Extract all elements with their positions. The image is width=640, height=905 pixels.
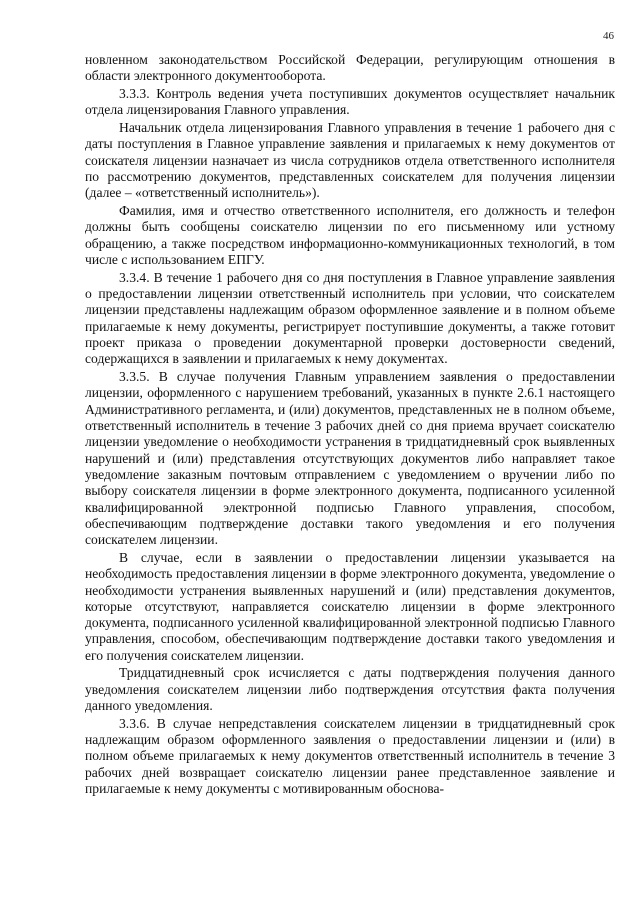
paragraph-executor-contacts: Фамилия, имя и отчество ответственного исполнителя, его должность и телефон должны быть сообщены соискателю лицензии по его письменному или устному обращению, а также посредством информационно-коммуникационных технологий, в том числе с использованием ЕПГУ.: [85, 203, 615, 268]
paragraph-3-3-6: 3.3.6. В случае непредставления соискателем лицензии в тридцатидневный срок надлежащим образом оформленного заявления о предоставлении лицензии и (или) в полном объеме прилагаемых к нему документов ответственный исполнитель в течение 3 рабочих дней возвращает соискателю лицензии ранее представленное заявление и прилагаемые к нему документы с мотивированным обоснова-: [85, 715, 615, 797]
paragraph-electronic-notice: В случае, если в заявлении о предоставлении лицензии указывается на необходимость предоставления лицензии в форме электронного документа, уведомление о необходимости устранения выявленных нарушений и (или) представления документов, которые отсутствуют, направляется соискателю лицензии в форме электронного документа, подписанного усиленной квалифицированной электронной подписью Главного управления, способом, обеспечивающим подтверждение доставки такого уведомления и его получения соискателем лицензии.: [85, 549, 615, 663]
paragraph-3-3-4: 3.3.4. В течение 1 рабочего дня со дня поступления в Главное управление заявления о предоставлении лицензии ответственный исполнитель при условии, что соискателем лицензии представлены надлежащим образом оформленное заявление и в полном объеме прилагаемые к нему документы, регистрирует поступившие документы, а также готовит проект приказа о проведении документарной проверки достоверности сведений, содержащихся в заявлении и прилагаемых к нему документах.: [85, 269, 615, 367]
paragraph-thirty-day-term: Тридцатидневный срок исчисляется с даты подтверждения получения данного уведомления соискателем лицензии либо подтверждения отсутствия факта получения данного уведомления.: [85, 665, 615, 714]
paragraph-continuation: новленном законодательством Российской Федерации, регулирующим отношения в области электронного документооборота.: [85, 52, 615, 84]
paragraph-3-3-5: 3.3.5. В случае получения Главным управлением заявления о предоставлении лицензии, оформленного с нарушением требований, указанных в пункте 2.6.1 настоящего Административного регламента, и (или) документов, представленных не в полном объеме, ответственный исполнитель в течение 3 рабочих дней со дня приема вручает соискателю лицензии уведомление о необходимости устранения в тридцатидневный срок выявленных нарушений и (или) представления отсутствующих документов либо направляет такое уведомление заказным почтовым отправлением с уведомлением о вручении либо по выбору соискателя лицензии в форме электронного документа, подписанного усиленной квалифицированной электронной подписью Главного управления, способом, обеспечивающим подтверждение доставки такого уведомления и его получения соискателем лицензии.: [85, 369, 615, 548]
paragraph-3-3-3: 3.3.3. Контроль ведения учета поступивших документов осуществляет начальник отдела лицензирования Главного управления.: [85, 86, 615, 118]
paragraph-head-of-department: Начальник отдела лицензирования Главного управления в течение 1 рабочего дня с даты поступления в Главное управление заявления и прилагаемых к нему документов от соискателя лицензии назначает из числа сотрудников отдела ответственного исполнителя по рассмотрению документов, представленных соискателем для получения лицензии (далее – «ответственный исполнитель»).: [85, 120, 615, 201]
page-number: 46: [603, 30, 614, 42]
document-body: [85, 52, 615, 799]
